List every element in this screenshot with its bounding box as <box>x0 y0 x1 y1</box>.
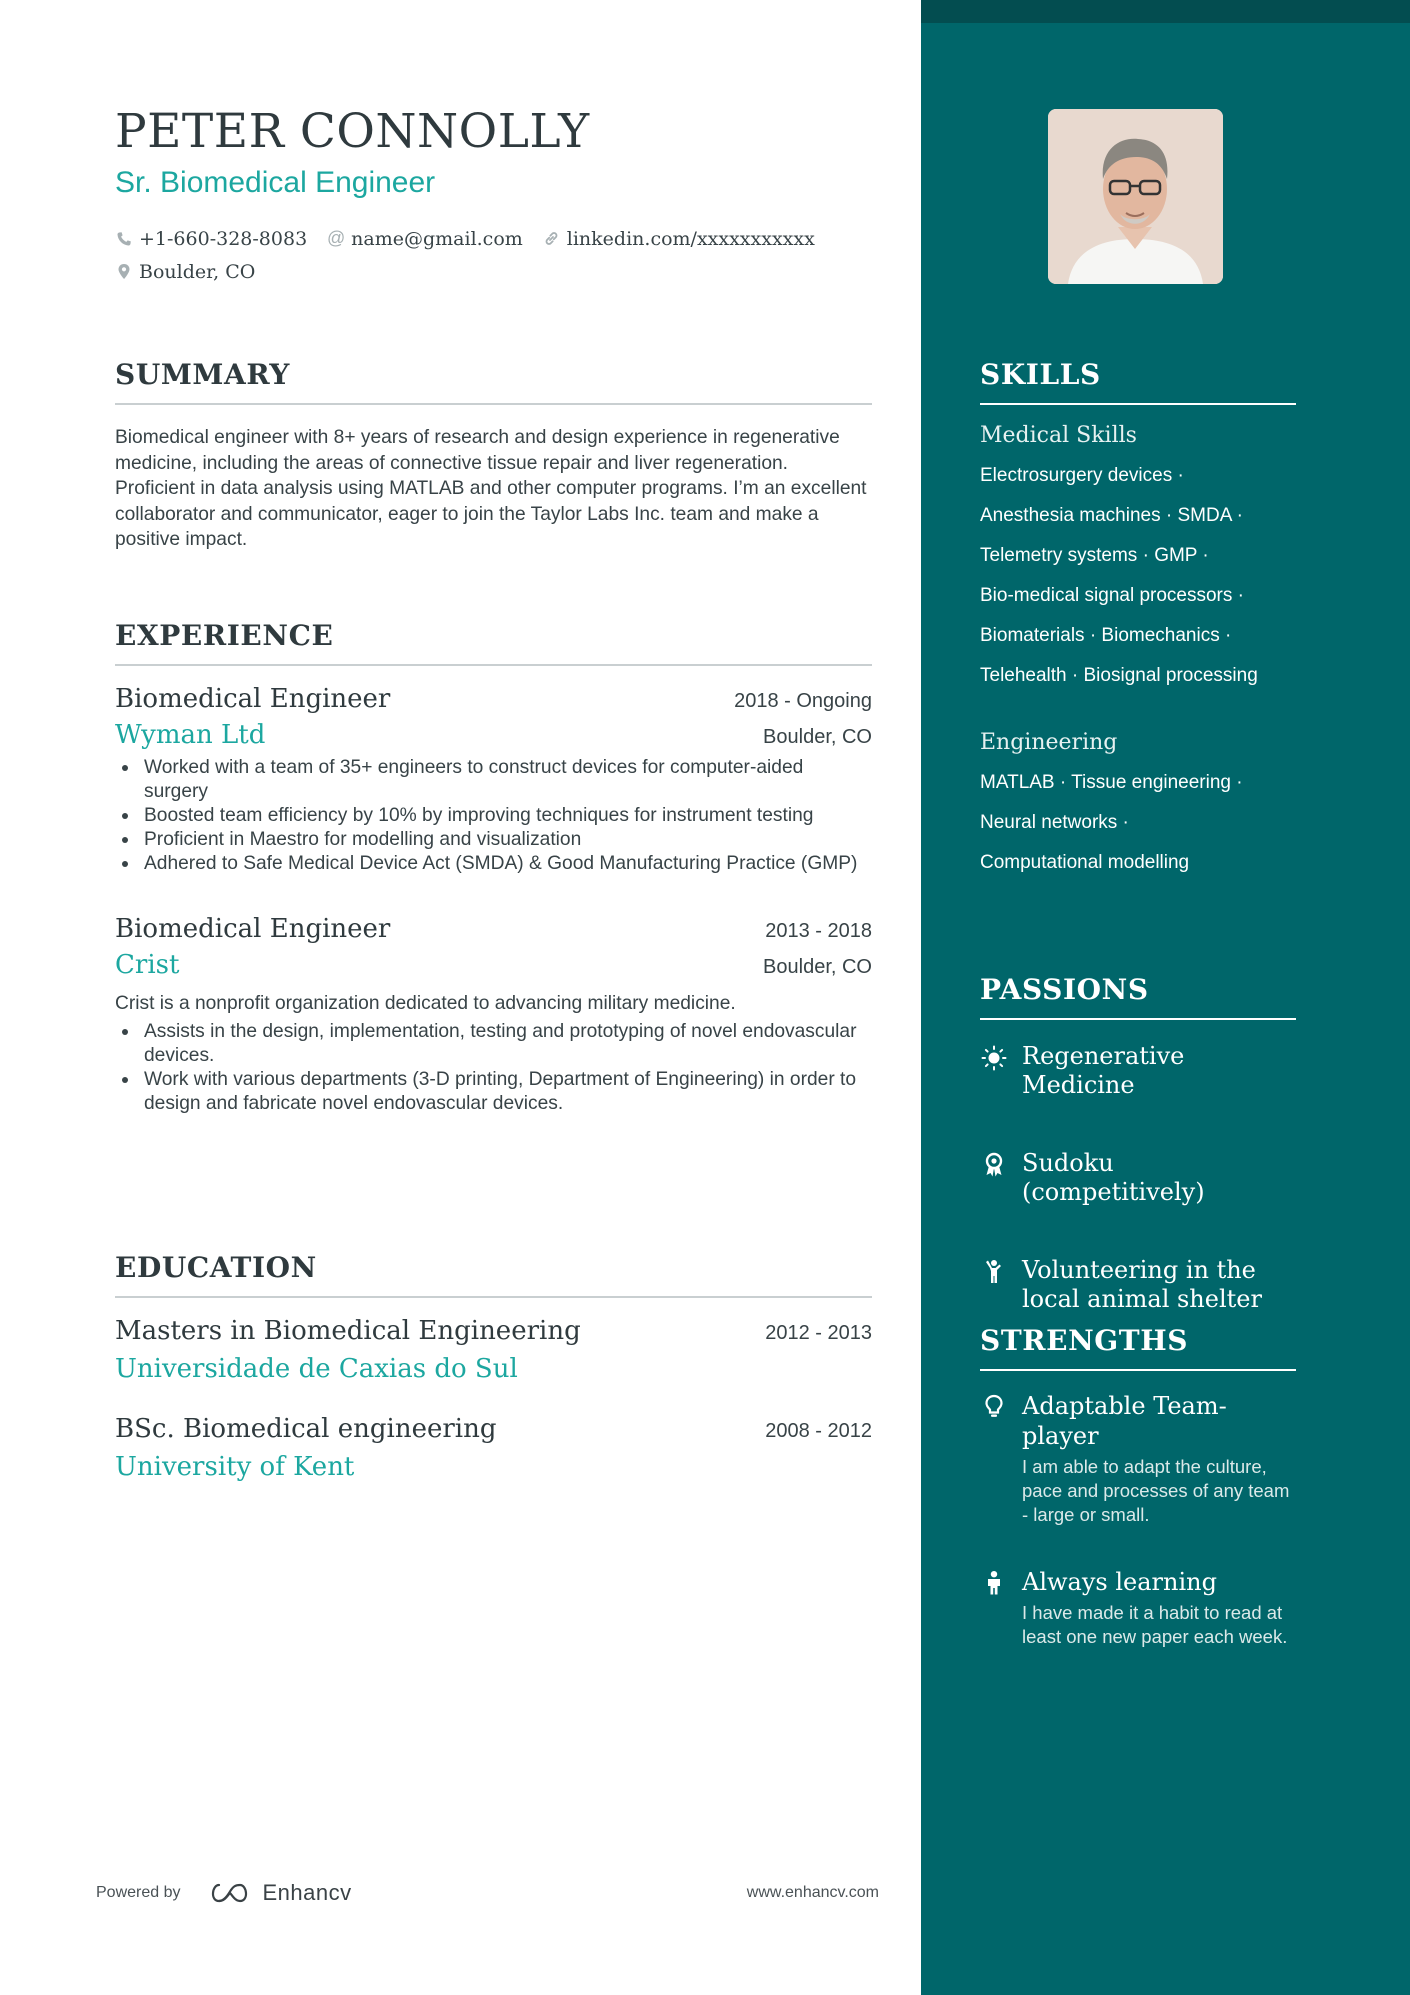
job-position: Biomedical Engineer <box>115 914 391 944</box>
person-raised-arm-icon <box>980 1258 1008 1286</box>
passion-text: Sudoku (competitively) <box>1022 1149 1205 1206</box>
contact-location <box>115 261 255 283</box>
skills-heading: SKILLS <box>980 358 1296 405</box>
lightbulb-icon <box>980 1393 1008 1421</box>
email-text: name@gmail.com <box>351 227 523 250</box>
education-heading: EDUCATION <box>115 1251 872 1298</box>
passion-item <box>980 1042 1296 1100</box>
passions-heading: PASSIONS <box>980 973 1296 1020</box>
skill-line: Anesthesia machines · SMDA · <box>980 505 1243 526</box>
passion-text: Regenerative Medicine <box>1022 1042 1185 1099</box>
profile-photo <box>1048 109 1223 284</box>
strengths-heading: STRENGTHS <box>980 1324 1296 1371</box>
sidebar <box>921 0 1410 1995</box>
enhancv-logo[interactable] <box>207 1880 352 1906</box>
link-icon <box>543 230 561 248</box>
bullet-item: Worked with a team of 35+ engineers to construct devices for computer-aided surgery <box>115 756 872 804</box>
bullet-item: Adhered to Safe Medical Device Act (SMDA) & Good Manufacturing Practice (GMP) <box>115 852 872 876</box>
education-dates: 2008 - 2012 <box>765 1420 872 1442</box>
contact-phone[interactable] <box>115 228 307 250</box>
skill-line: Biomaterials · Biomechanics · <box>980 625 1232 646</box>
skill-group-title: Engineering <box>980 730 1118 755</box>
contact-email[interactable] <box>327 228 523 250</box>
skill-line: Bio-medical signal processors · <box>980 585 1244 606</box>
job-bullets <box>115 756 872 876</box>
job-dates: 2018 - Ongoing <box>734 690 872 712</box>
company-name[interactable]: Crist <box>115 950 180 980</box>
bullet-item: Proficient in Maestro for modelling and visualization <box>115 828 872 852</box>
contact-linkedin[interactable] <box>543 228 815 250</box>
person-icon <box>980 1569 1008 1597</box>
award-icon <box>980 1151 1008 1179</box>
bullet-item: Assists in the design, implementation, testing and prototyping of novel endovascular devices. <box>115 1020 872 1068</box>
strength-description: I have made it a habit to read at least one new paper each week. <box>1022 1602 1288 1647</box>
job-position: Biomedical Engineer <box>115 684 391 714</box>
company-name[interactable]: Wyman Ltd <box>115 720 266 750</box>
skill-line: Neural networks · <box>980 812 1129 833</box>
website-link[interactable]: www.enhancv.com <box>746 1884 879 1901</box>
contact-info <box>115 222 895 288</box>
strength-title: Always learning <box>1022 1568 1217 1596</box>
passion-text: Volunteering in the local animal shelter <box>1022 1256 1262 1313</box>
experience-heading: EXPERIENCE <box>115 619 872 666</box>
infinity-logo-icon <box>207 1881 253 1905</box>
bullet-item: Boosted team efficiency by 10% by improving techniques for instrument testing <box>115 804 872 828</box>
education-entry <box>115 1316 872 1384</box>
candidate-name: PETER CONNOLLY <box>115 104 590 159</box>
skill-line: Electrosurgery devices · <box>980 465 1184 486</box>
bullet-item: Work with various departments (3-D printing, Department of Engineering) in order to design and fabricate novel endovascular devices. <box>115 1068 872 1116</box>
job-dates: 2013 - 2018 <box>765 920 872 942</box>
strength-item <box>980 1567 1296 1649</box>
job-bullets <box>115 1020 872 1116</box>
skill-group-title: Medical Skills <box>980 423 1137 448</box>
powered-by-text: Powered by <box>96 1884 181 1901</box>
passion-item <box>980 1149 1296 1207</box>
skill-group <box>980 423 1296 696</box>
skill-line: Telemetry systems · GMP · <box>980 545 1209 566</box>
summary-text: Biomedical engineer with 8+ years of research and design experience in regenerative medicine, including the areas of connective tissue repair and liver regeneration. Proficient in data analysis using MATLAB and other computer programs. I’m an excellent collaborator and communicator, eager to join the Taylor Labs Inc. team and make a positive impact. <box>115 427 867 551</box>
school-name[interactable]: University of Kent <box>115 1452 355 1482</box>
passion-item <box>980 1256 1296 1314</box>
degree-name: Masters in Biomedical Engineering <box>115 1316 581 1346</box>
strengths-section <box>980 1324 1296 1649</box>
brand-name: Enhancv <box>262 1880 352 1905</box>
strength-item <box>980 1391 1296 1527</box>
job-title: Sr. Biomedical Engineer <box>115 166 436 199</box>
education-entry <box>115 1414 872 1482</box>
summary-heading: SUMMARY <box>115 358 872 405</box>
phone-text: +1-660-328-8083 <box>139 227 308 250</box>
sun-icon <box>980 1044 1008 1072</box>
location-pin-icon <box>115 263 133 281</box>
job-location: Boulder, CO <box>763 956 872 978</box>
summary-section <box>115 358 872 553</box>
skill-line: MATLAB · Tissue engineering · <box>980 772 1243 793</box>
job-entry <box>115 914 872 1116</box>
at-icon: @ <box>327 228 346 248</box>
job-location: Boulder, CO <box>763 726 872 748</box>
location-text: Boulder, CO <box>139 260 256 283</box>
skill-group <box>980 730 1296 883</box>
strength-description: I am able to adapt the culture, pace and processes of any team - large or small. <box>1022 1456 1290 1525</box>
strength-title: Adaptable Team-player <box>1022 1392 1227 1450</box>
experience-section <box>115 619 872 1116</box>
footer <box>96 1876 879 1910</box>
job-entry <box>115 684 872 876</box>
education-dates: 2012 - 2013 <box>765 1322 872 1344</box>
linkedin-text: linkedin.com/xxxxxxxxxxx <box>566 227 815 250</box>
phone-icon <box>115 230 133 248</box>
skills-section <box>980 358 1296 883</box>
skill-line: Telehealth · Biosignal processing <box>980 665 1258 686</box>
school-name[interactable]: Universidade de Caxias do Sul <box>115 1354 518 1384</box>
degree-name: BSc. Biomedical engineering <box>115 1414 497 1444</box>
passions-section <box>980 973 1296 1314</box>
sidebar-top-band <box>921 0 1410 23</box>
education-section <box>115 1251 872 1482</box>
skill-line: Computational modelling <box>980 852 1190 873</box>
company-description: Crist is a nonprofit organization dedicated to advancing military medicine. <box>115 993 736 1014</box>
